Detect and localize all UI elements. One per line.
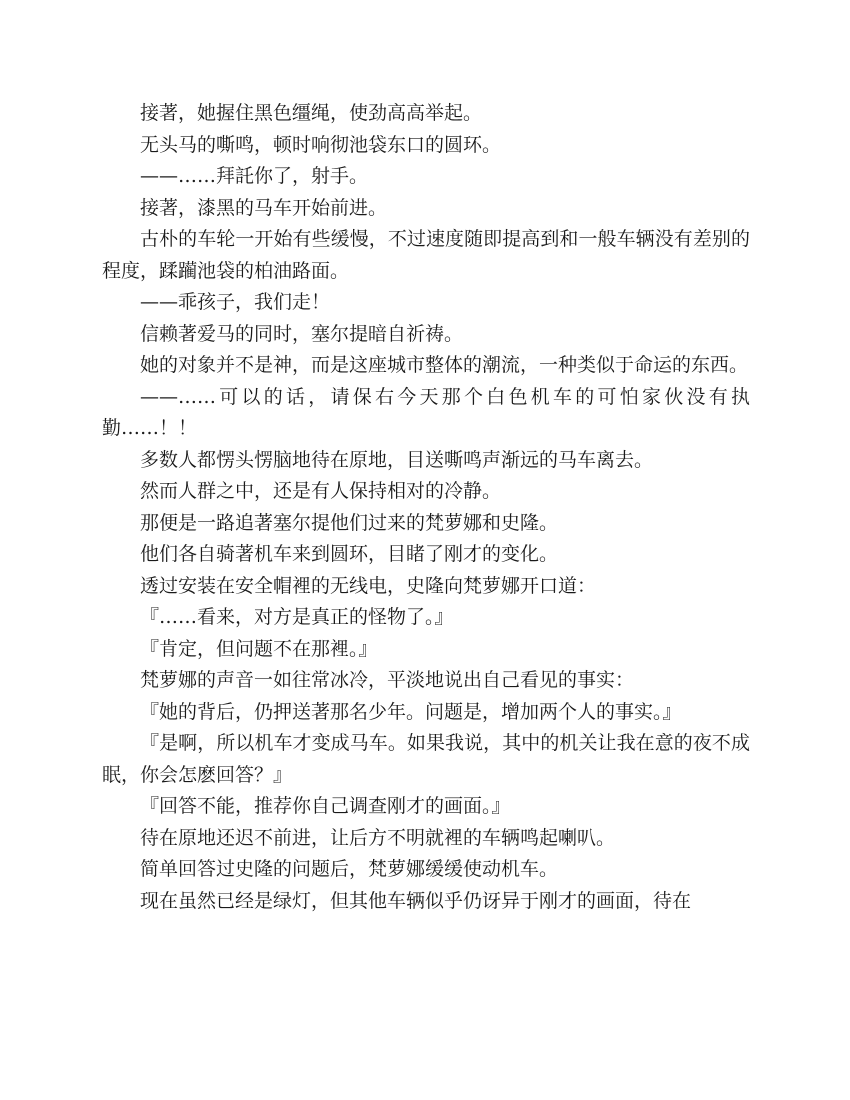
paragraph: 多数人都愣头愣脑地待在原地，目送嘶鸣声渐远的马车离去。: [140, 448, 654, 471]
paragraph: 她的对象并不是神，而是这座城市整体的潮流，一种类似于命运的东西。: [140, 354, 749, 376]
paragraph: 信赖著爱马的同时，塞尔提暗自祈祷。: [140, 322, 464, 345]
paragraph: 『……看来，对方是真正的怪物了。』: [140, 606, 454, 628]
paragraph: 『肯定，但问题不在那裡。』: [140, 637, 378, 660]
paragraph: 然而人群之中，还是有人保持相对的冷静。: [140, 480, 502, 502]
paragraph: 『是啊，所以机车才变成马车。如果我说，其中的机关让我在意的夜不成眠，你会怎麽回答？』: [102, 732, 750, 786]
paragraph: 那便是一路追著塞尔提他们过来的梵萝娜和史隆。: [140, 511, 559, 534]
paragraph: 无头马的嘶鸣，顿时响彻池袋东口的圆环。: [140, 133, 502, 156]
paragraph: 现在虽然已经是绿灯，但其他车辆似乎仍讶异于刚才的画面，待在: [140, 889, 692, 912]
paragraph: 梵萝娜的声音一如往常冰冷，平淡地说出自己看见的事实：: [140, 669, 635, 691]
paragraph: 『她的背后，仍押送著那名少年。问题是，增加两个人的事实。』: [140, 700, 682, 723]
paragraph: ——……可以的话，请保右今天那个白色机车的可怕家伙没有执勤……！！: [102, 385, 750, 439]
paragraph: 接著，她握住黑色缰绳，使劲高高举起。: [140, 102, 483, 124]
paragraph: 简单回答过史隆的问题后，梵萝娜缓缓使动机车。: [140, 858, 559, 880]
paragraph: 透过安装在安全帽裡的无线电，史隆向梵萝娜开口道：: [140, 574, 597, 597]
paragraph: 『回答不能，推荐你自己调查刚才的画面。』: [140, 795, 511, 817]
paragraph: ——……拜託你了，射手。: [140, 165, 369, 187]
paragraph: ——乖孩子，我们走！: [140, 291, 331, 313]
paragraph: 待在原地还迟不前进，让后方不明就裡的车辆鸣起喇叭。: [140, 826, 616, 849]
paragraph: 古朴的车轮一开始有些缓慢，不过速度随即提高到和一般车辆没有差别的程度，蹂躏池袋的柏油路面。: [102, 228, 750, 282]
paragraph: 他们各自骑著机车来到圆环，目睹了刚才的变化。: [140, 543, 559, 565]
paragraph: 接著，漆黑的马车开始前进。: [140, 196, 388, 219]
body-text: [102, 98, 750, 917]
